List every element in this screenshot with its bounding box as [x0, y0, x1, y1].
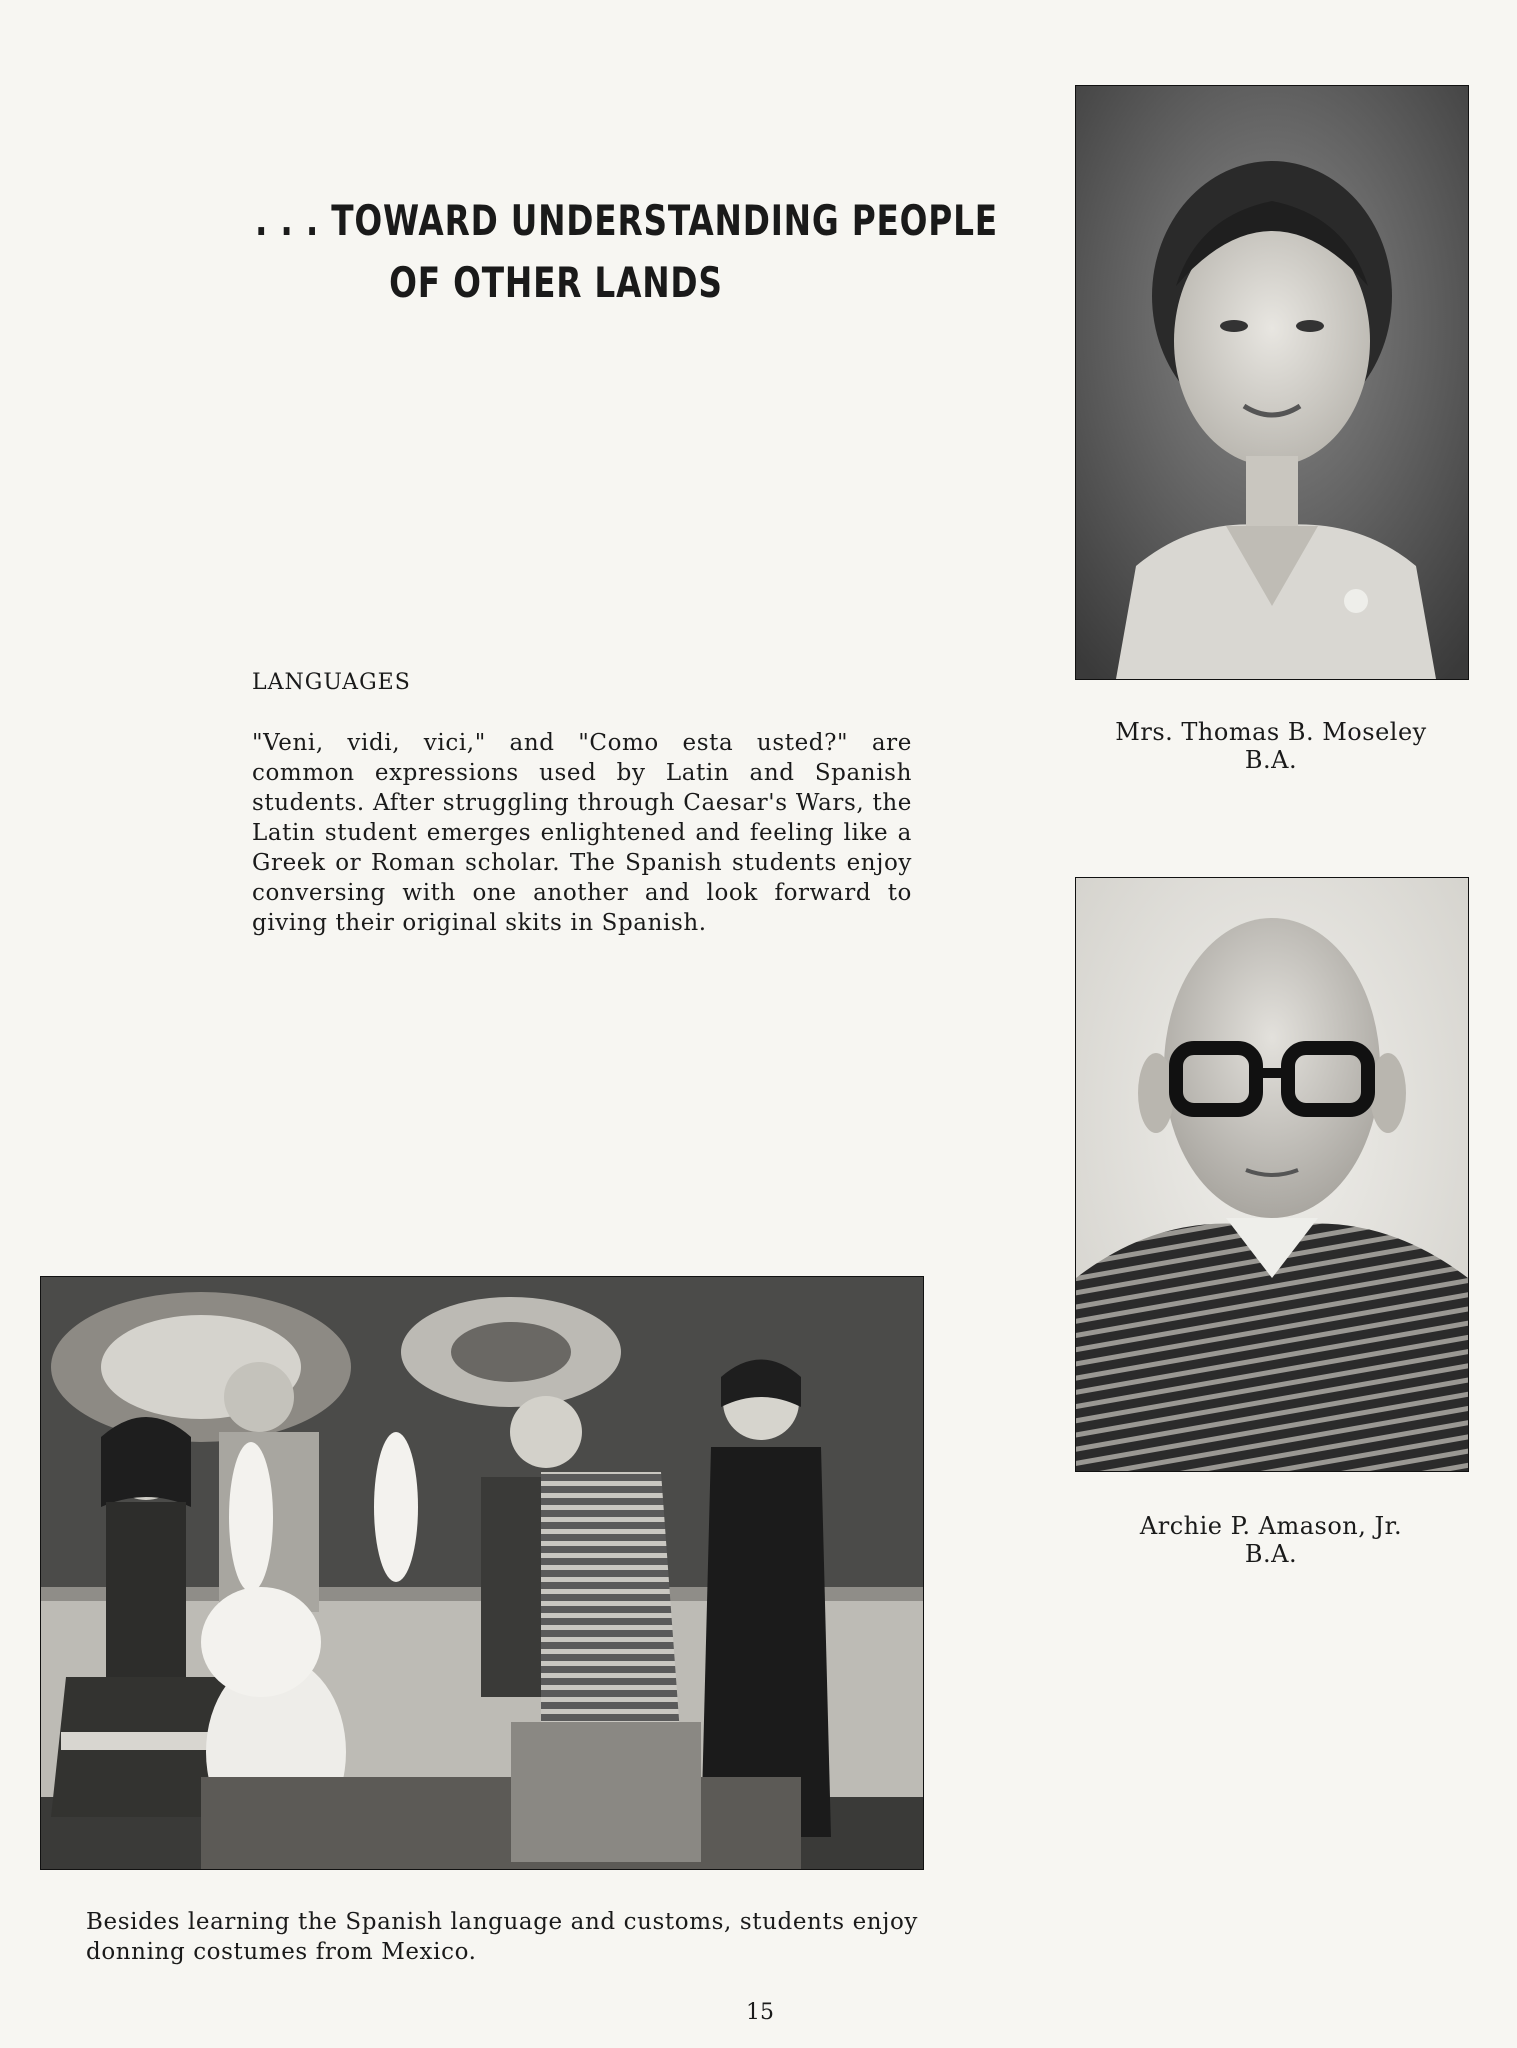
section-body-text: "Veni, vidi, vici," and "Como esta usted?" are common expressions used by Latin and Spanish students. After struggling through Caesar's Wars, the Latin student emerges enlightened and feeling like a Greek or Roman scholar. The Spanish students enjoy conversing with one another and look forward to giving their original skits in Spanish. — [252, 730, 912, 936]
portrait-image-amason — [1076, 878, 1468, 1471]
page-number: 15 — [746, 2000, 774, 2025]
portrait-photo-moseley — [1075, 85, 1469, 680]
portrait-photo-amason — [1075, 877, 1469, 1472]
heading-line-1: . . . TOWARD UNDERSTANDING PEOPLE — [255, 196, 998, 245]
faculty-degree: B.A. — [1244, 1540, 1298, 1568]
caption-amason — [1075, 1512, 1467, 1568]
faculty-name: Archie P. Amason, Jr. — [1139, 1512, 1403, 1540]
class-photo-image — [41, 1277, 923, 1869]
heading-line-2: OF OTHER LANDS — [389, 258, 723, 307]
faculty-degree: B.A. — [1244, 746, 1298, 774]
caption-moseley — [1075, 718, 1467, 774]
class-photo-caption: Besides learning the Spanish language and customs, students enjoy donning costumes from Mexico. — [86, 1909, 918, 1965]
section-label: LANGUAGES — [252, 670, 411, 695]
class-photo — [40, 1276, 924, 1870]
page-heading — [255, 190, 998, 314]
portrait-image-moseley — [1076, 86, 1468, 679]
faculty-name: Mrs. Thomas B. Moseley — [1115, 718, 1427, 746]
